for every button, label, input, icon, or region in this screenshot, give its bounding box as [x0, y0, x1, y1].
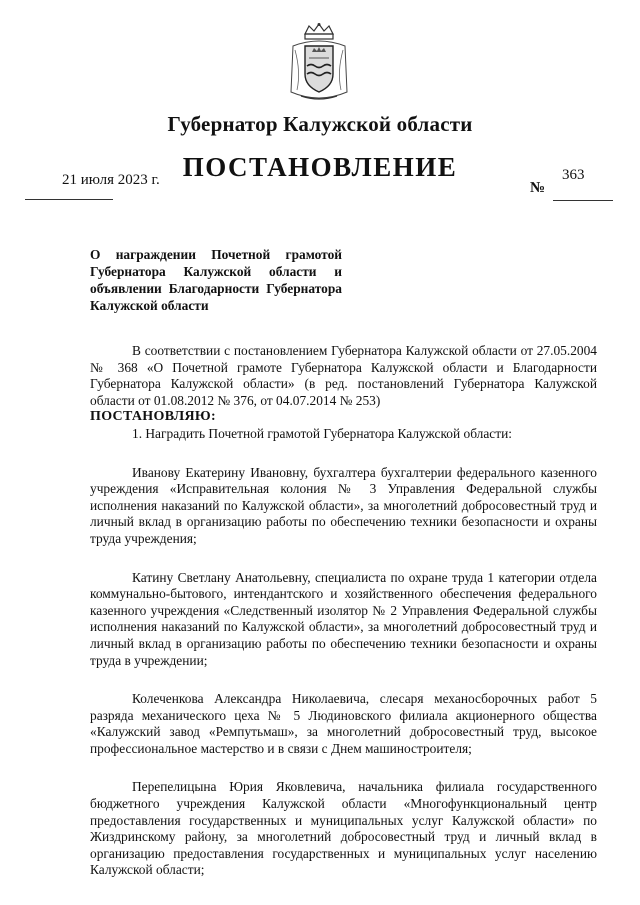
document-date: 21 июля 2023 г.: [62, 172, 160, 188]
awardee-paragraph: Колеченкова Александра Николаевича, слесаря механосборочных работ 5 разряда механического цеха № 5 Людиновского филиала акционерного общества «Калужский завод «Ремпутьмаш», за многолетний добросовестный труд, высокое профессиональное мастерство и в связи с Днем машиностроителя;: [90, 691, 597, 756]
document-subject: О награждении Почетной грамотой Губернатора Калужской области и объявлении Благодарности Губернатора Калужской области: [90, 247, 342, 313]
item-1: 1. Наградить Почетной грамотой Губернатора Калужской области:: [132, 425, 512, 441]
resolve-word: ПОСТАНОВЛЯЮ:: [90, 409, 216, 425]
issuer-text: Губернатор Калужской области: [167, 112, 473, 136]
awardee-paragraph: Перепелицына Юрия Яковлевича, начальника филиала государственного бюджетного учреждения Калужской области «Многофункциональный центр предоставления государственных и муниципальных услуг Калужской области» по Жиздринскому району, за многолетний добросовестный труд и личный вклад в организацию предоставления государственных и муниципальных услуг населению Калужской области;: [90, 779, 597, 878]
document-number: 363: [562, 167, 585, 183]
preamble-paragraph: В соответствии с постановлением Губернатора Калужской области от 27.05.2004 № 368 «О Почетной грамоте Губернатора Калужской области и Благодарности Губернатора Калужской области» (в ред. постановлений Губернатора Калужской области от 01.08.2012 № 376, от 04.07.2014 № 253): [90, 343, 597, 408]
awardee-paragraph: Катину Светлану Анатольевну, специалиста по охране труда 1 категории отдела коммунально-бытового, интендантского и хозяйственного обеспечения федерального казенного учреждения «Следственный изолятор № 2 Управления Федеральной службы исполнения наказаний по Калужской области», за многолетний добросовестный труд и личный вклад в организацию работы по обеспечению техники безопасности и охраны труда в учреждении;: [90, 569, 597, 668]
number-label: №: [530, 180, 546, 196]
document-body: [90, 343, 597, 879]
coat-of-arms-icon: [287, 22, 351, 104]
date-underline: [25, 199, 113, 200]
issuer-title: [0, 112, 640, 137]
awardee-paragraph: Иванову Екатерину Ивановну, бухгалтера бухгалтерии федерального казенного учреждения «Исправительная колония № 3 Управления Федеральной службы исполнения наказаний по Калужской области», за многолетний добросовестный труд и личный вклад в организацию работы по обеспечению техники безопасности и охраны труда учреждения;: [90, 464, 597, 546]
number-underline: [553, 200, 613, 201]
document-type: ПОСТАНОВЛЕНИЕ: [182, 152, 458, 182]
